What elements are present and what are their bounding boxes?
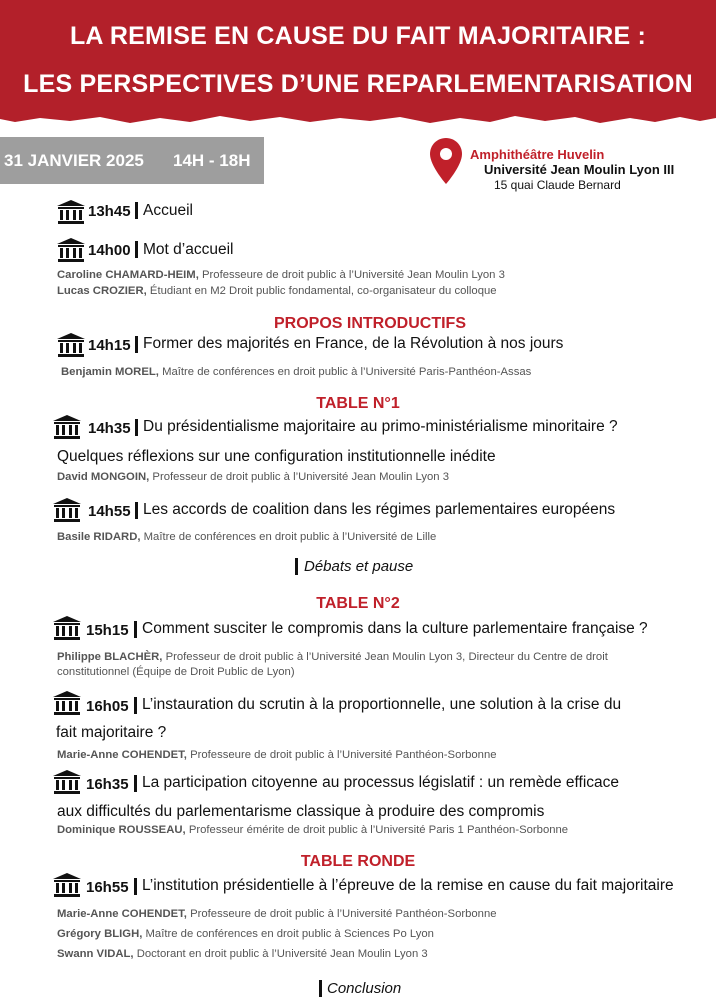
session-title: La participation citoyenne au processus législatif : un remède efficace <box>142 774 620 791</box>
map-pin-icon <box>429 137 463 185</box>
separator-bar <box>319 980 322 997</box>
speaker-line: Benjamin MOREL, Maître de conférences en droit public à l’Université Paris-Panthéon-Assas <box>61 366 532 378</box>
location-room: Amphithéâtre Huvelin <box>470 147 605 162</box>
speaker-line: David MONGOIN, Professeur de droit public à l’Université Jean Moulin Lyon 3 <box>57 471 450 483</box>
speaker-line: Marie-Anne COHENDET, Professeure de droit public à l’Université Panthéon-Sorbonne <box>57 749 497 761</box>
speaker-line-continued: constitutionnel (Équipe de Droit Public de Lyon) <box>57 666 295 678</box>
separator-bar <box>135 502 138 519</box>
session-time: 16h55 <box>86 879 129 896</box>
speaker-line: Lucas CROZIER, Étudiant en M2 Droit public fondamental, co-organisateur du colloque <box>57 285 497 297</box>
session-time: 16h05 <box>86 698 129 715</box>
session-title-continued: Quelques réflexions sur une configuration institutionnelle inédite <box>57 448 496 465</box>
separator-bar <box>295 558 298 575</box>
location-address: 15 quai Claude Bernard <box>494 178 621 192</box>
separator-bar <box>135 336 138 353</box>
institution-building-icon <box>52 414 82 440</box>
separator-bar <box>134 621 137 638</box>
speaker-line: Grégory BLIGH, Maître de conférences en droit public à Sciences Po Lyon <box>57 928 434 940</box>
header-banner <box>0 0 716 130</box>
section-heading-table2: TABLE N°2 <box>316 595 400 612</box>
speaker-line: Dominique ROUSSEAU, Professeur émérite de droit public à l’Université Paris 1 Panthéon-Sorbonne <box>57 824 569 836</box>
session-title: L’instauration du scrutin à la proportionnelle, une solution à la crise du <box>142 696 622 713</box>
section-heading-table1: TABLE N°1 <box>316 395 400 412</box>
institution-building-icon <box>52 872 82 898</box>
title-line-2: LES PERSPECTIVES D’UNE REPARLEMENTARISATION <box>23 70 693 98</box>
session-title-continued: fait majoritaire ? <box>56 724 167 741</box>
session-time: 14h55 <box>88 503 131 520</box>
break-note: Débats et pause <box>304 558 414 575</box>
separator-bar <box>134 878 137 895</box>
section-heading-propos: PROPOS INTRODUCTIFS <box>273 315 466 332</box>
institution-building-icon <box>52 497 82 523</box>
session-title: L’institution présidentielle à l’épreuve de la remise en cause du fait majoritaire <box>142 877 674 894</box>
session-time: 14h00 <box>88 242 131 259</box>
session-time: 13h45 <box>88 203 131 220</box>
speaker-line: Caroline CHAMARD-HEIM, Professeure de droit public à l’Université Jean Moulin Lyon 3 <box>57 269 505 281</box>
session-title-continued: aux difficultés du parlementarisme classique à produire des compromis <box>57 803 545 820</box>
institution-building-icon <box>52 769 82 795</box>
separator-bar <box>135 419 138 436</box>
institution-building-icon <box>56 199 86 225</box>
session-title: Accueil <box>143 202 193 219</box>
speaker-line: Marie-Anne COHENDET, Professeure de droit public à l’Université Panthéon-Sorbonne <box>57 908 497 920</box>
session-title: Comment susciter le compromis dans la culture parlementaire française ? <box>142 620 648 637</box>
session-title: Du présidentialisme majoritaire au primo-ministérialisme minoritaire ? <box>143 418 618 435</box>
institution-building-icon <box>56 332 86 358</box>
header-background <box>0 0 716 135</box>
conclusion-note: Conclusion <box>327 980 402 997</box>
title-line-1: LA REMISE EN CAUSE DU FAIT MAJORITAIRE : <box>69 22 647 50</box>
speaker-line: Swann VIDAL, Doctorant en droit public à l’Université Jean Moulin Lyon 3 <box>57 948 428 960</box>
session-title: Les accords de coalition dans les régimes parlementaires européens <box>143 501 616 518</box>
event-date: 31 JANVIER 2025 <box>4 151 144 170</box>
separator-bar <box>135 202 138 219</box>
institution-building-icon <box>52 690 82 716</box>
section-heading-table-ronde: TABLE RONDE <box>300 853 416 870</box>
session-time: 15h15 <box>86 622 129 639</box>
session-title: Mot d’accueil <box>143 241 234 258</box>
event-time: 14H - 18H <box>173 151 251 170</box>
speaker-line: Philippe BLACHÈR, Professeur de droit public à l’Université Jean Moulin Lyon 3, Directeur du Centre de droit <box>57 651 608 663</box>
session-time: 16h35 <box>86 776 129 793</box>
separator-bar <box>135 241 138 258</box>
session-title: Former des majorités en France, de la Révolution à nos jours <box>143 335 564 352</box>
session-time: 14h15 <box>88 337 131 354</box>
session-time: 14h35 <box>88 420 131 437</box>
institution-building-icon <box>52 615 82 641</box>
institution-building-icon <box>56 237 86 263</box>
date-bar <box>0 137 264 184</box>
separator-bar <box>134 697 137 714</box>
speaker-line: Basile RIDARD, Maître de conférences en droit public à l’Université de Lille <box>57 531 437 543</box>
location-university: Université Jean Moulin Lyon III <box>484 162 675 177</box>
separator-bar <box>134 775 137 792</box>
